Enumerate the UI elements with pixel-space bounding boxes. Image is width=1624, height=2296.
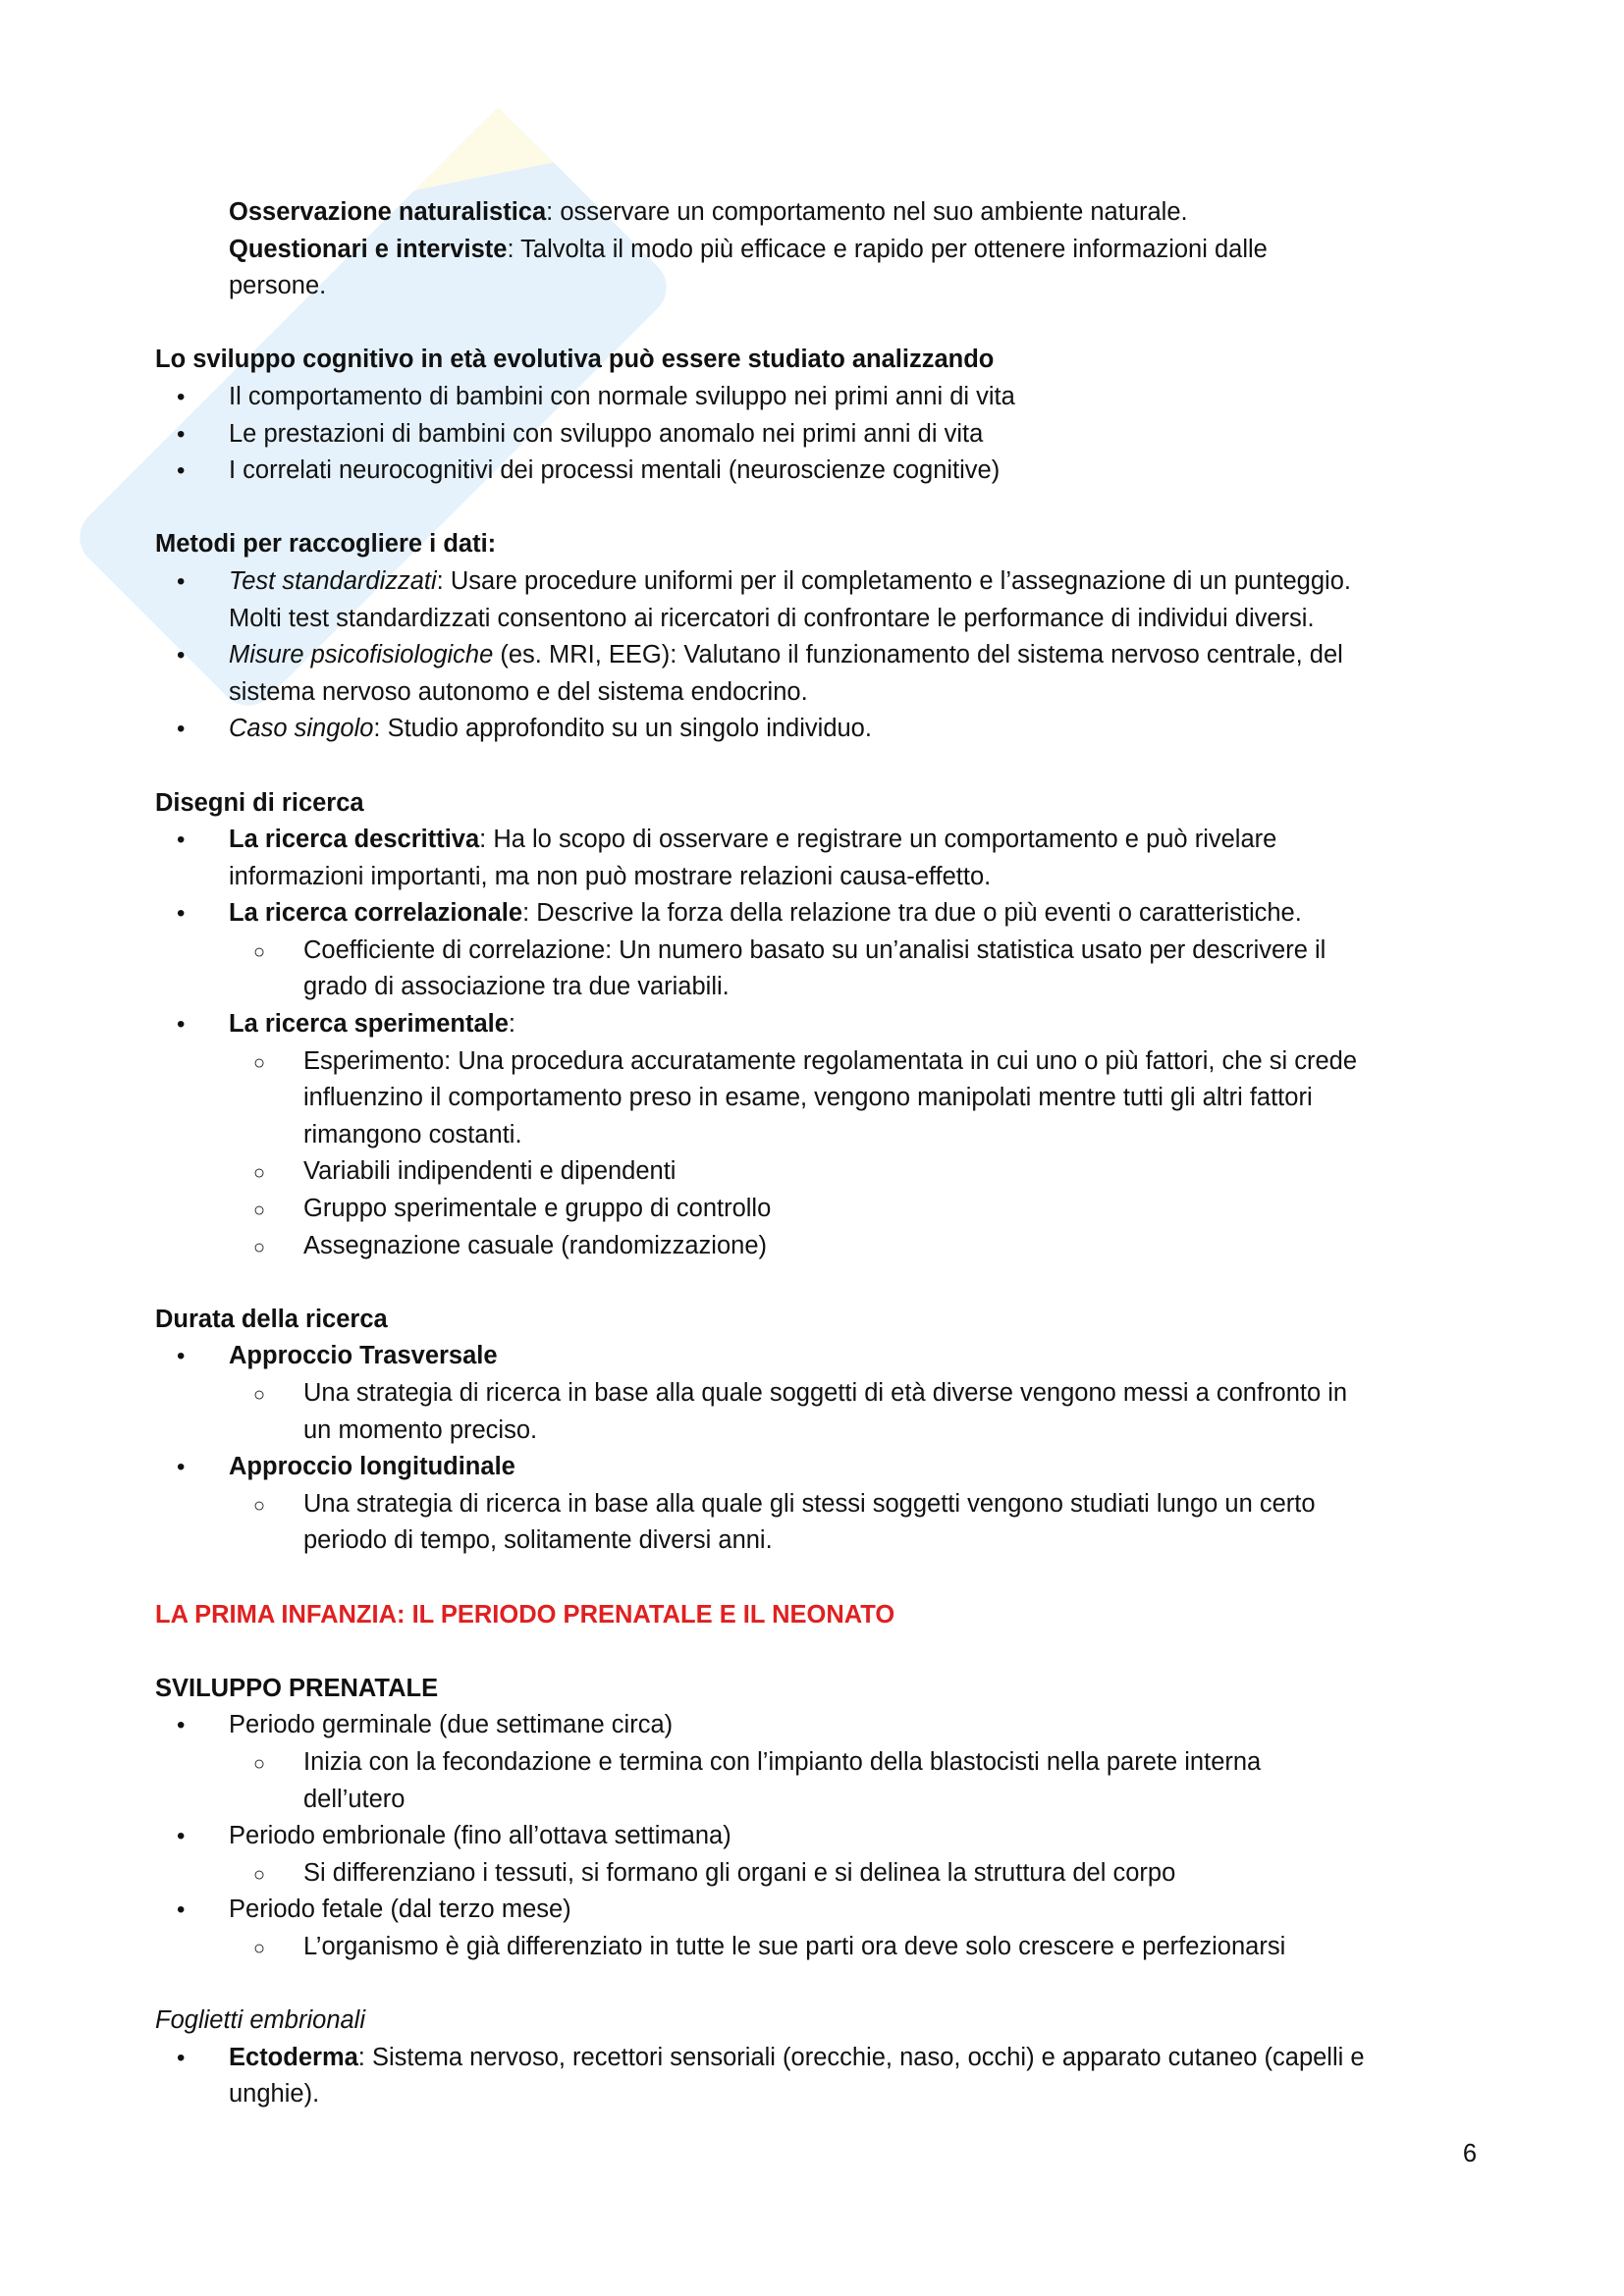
circle-bullet-icon (253, 1228, 265, 1267)
intro-line: persone. (229, 272, 327, 300)
section-title: LA PRIMA INFANZIA: IL PERIODO PRENATALE E IL NEONATO (155, 1600, 895, 1629)
bullet-icon (177, 895, 185, 933)
bullet-icon (177, 453, 185, 490)
intro-line: Questionari e interviste: Talvolta il modo più efficace e rapido per ottenere informazioni dalle (229, 235, 1268, 263)
bullet-icon (177, 822, 185, 859)
list-item: • Periodo embrionale (fino all’ottava settimana) (155, 1818, 1490, 1855)
list-item: • Periodo germinale (due settimane circa) (155, 1707, 1490, 1744)
list-item: • Caso singolo: Studio approfondito su un singolo individuo. (155, 711, 1490, 748)
list-item: • Approccio longitudinale (155, 1449, 1490, 1486)
list-item-continuation: Molti test standardizzati consentono ai ricercatori di confrontare le performance di individui diversi. (229, 604, 1315, 632)
sub-list-item: ○ Una strategia di ricerca in base alla quale gli stessi soggetti vengono studiati lungo un certo (155, 1486, 1490, 1523)
sub-list-item-continuation: un momento preciso. (303, 1415, 538, 1444)
embryonic-layers-heading: Foglietti embrionali (155, 2006, 366, 2035)
sub-list-item: ○ Assegnazione casuale (randomizzazione) (155, 1228, 1490, 1265)
sub-list-item: ○ Si differenziano i tessuti, si formano gli organi e si delinea la struttura del corpo (155, 1855, 1490, 1893)
bullet-icon (177, 2040, 185, 2077)
research-design-heading: Disegni di ricerca (155, 788, 364, 817)
circle-bullet-icon (253, 1043, 265, 1083)
intro-line: Osservazione naturalistica: osservare un comportamento nel suo ambiente naturale. (229, 198, 1188, 226)
circle-bullet-icon (253, 1153, 265, 1193)
list-item: • I correlati neurocognitivi dei processi mentali (neuroscienze cognitive) (155, 453, 1490, 490)
bullet-icon (177, 1006, 185, 1043)
methods-heading: Metodi per raccogliere i dati: (155, 530, 497, 559)
list-item: • Ectoderma: Sistema nervoso, recettori sensoriali (orecchie, naso, occhi) e apparato cutaneo (capelli e (155, 2040, 1490, 2077)
circle-bullet-icon (253, 1375, 265, 1415)
sub-list-item-continuation: dell’utero (303, 1785, 406, 1813)
bullet-icon (177, 1818, 185, 1855)
list-item: • Approccio Trasversale (155, 1338, 1490, 1375)
circle-bullet-icon (253, 1929, 265, 1968)
bullet-icon (177, 416, 185, 454)
list-item: • Il comportamento di bambini con normale sviluppo nei primi anni di vita (155, 379, 1490, 416)
bullet-icon (177, 637, 185, 674)
prenatal-heading: SVILUPPO PRENATALE (155, 1674, 439, 1702)
bullet-icon (177, 563, 185, 601)
circle-bullet-icon (253, 1744, 265, 1784)
sub-list-item: ○ Gruppo sperimentale e gruppo di controllo (155, 1191, 1490, 1228)
sub-list-item-continuation: rimangono costanti. (303, 1120, 522, 1148)
list-item: • Periodo fetale (dal terzo mese) (155, 1892, 1490, 1929)
sub-list-item: ○ Esperimento: Una procedura accuratamente regolamentata in cui uno o più fattori, che si crede (155, 1043, 1490, 1081)
list-item: • Test standardizzati: Usare procedure uniformi per il completamento e l’assegnazione di un punteggio. (155, 563, 1490, 601)
list-item: • La ricerca correlazionale: Descrive la forza della relazione tra due o più eventi o caratteristiche. (155, 895, 1490, 933)
list-item: • La ricerca sperimentale: (155, 1006, 1490, 1043)
circle-bullet-icon (253, 1191, 265, 1230)
list-item: • Misure psicofisiologiche (es. MRI, EEG): Valutano il funzionamento del sistema nervoso centrale, del (155, 637, 1490, 674)
document-body (155, 194, 1490, 2113)
bullet-icon (177, 1338, 185, 1375)
bullet-icon (177, 1892, 185, 1929)
circle-bullet-icon (253, 1855, 265, 1895)
sub-list-item: ○ Variabili indipendenti e dipendenti (155, 1153, 1490, 1191)
bullet-icon (177, 379, 185, 416)
sub-list-item-continuation: grado di associazione tra due variabili. (303, 973, 730, 1001)
list-item-continuation: unghie). (229, 2080, 320, 2109)
list-item-continuation: informazioni importanti, ma non può mostrare relazioni causa-effetto. (229, 862, 992, 890)
sub-list-item: ○ Una strategia di ricerca in base alla quale soggetti di età diverse vengono messi a confronto in (155, 1375, 1490, 1413)
cognitive-heading: Lo sviluppo cognitivo in età evolutiva può essere studiato analizzando (155, 346, 995, 374)
duration-heading: Durata della ricerca (155, 1305, 388, 1333)
sub-list-item: ○ Inizia con la fecondazione e termina con l’impianto della blastocisti nella parete interna (155, 1744, 1490, 1782)
circle-bullet-icon (253, 1486, 265, 1525)
page-number: 6 (1462, 2140, 1477, 2167)
sub-list-item-continuation: periodo di tempo, solitamente diversi anni. (303, 1526, 773, 1555)
list-item: • La ricerca descrittiva: Ha lo scopo di osservare e registrare un comportamento e può rivelare (155, 822, 1490, 859)
bullet-icon (177, 1449, 185, 1486)
sub-list-item: ○ L’organismo è già differenziato in tutte le sue parti ora deve solo crescere e perfezionarsi (155, 1929, 1490, 1966)
circle-bullet-icon (253, 933, 265, 972)
list-item: • Le prestazioni di bambini con sviluppo anomalo nei primi anni di vita (155, 416, 1490, 454)
sub-list-item: ○ Coefficiente di correlazione: Un numero basato su un’analisi statistica usato per descrivere il (155, 933, 1490, 970)
sub-list-item-continuation: influenzino il comportamento preso in esame, vengono manipolati mentre tutti gli altri fattori (303, 1084, 1313, 1112)
bullet-icon (177, 711, 185, 748)
bullet-icon (177, 1707, 185, 1744)
list-item-continuation: sistema nervoso autonomo e del sistema endocrino. (229, 677, 808, 706)
